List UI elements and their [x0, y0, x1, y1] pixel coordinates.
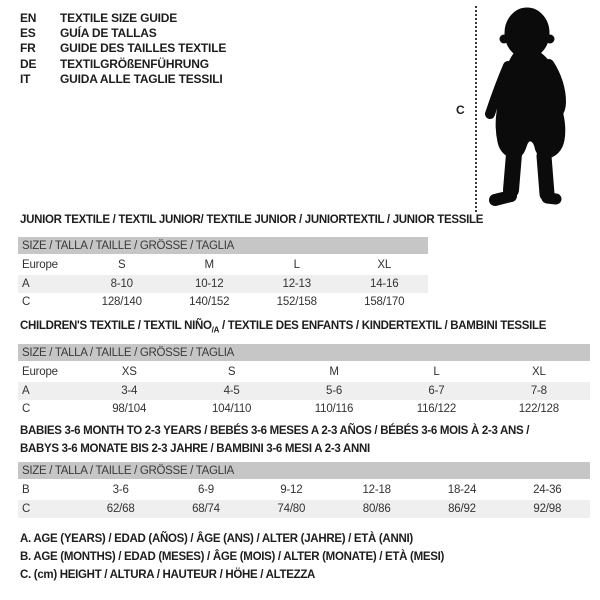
table-cell: S — [227, 366, 236, 379]
height-dotted-line — [475, 6, 477, 212]
language-title: GUÍA DE TALLAS — [60, 26, 157, 41]
table-cell: 92/98 — [533, 502, 562, 515]
legend-line-b: B. AGE (MONTHS) / EDAD (MESES) / ÂGE (MOIS) / ALTER (MONATE) / ETÀ (MESI) — [20, 551, 445, 564]
language-code: FR — [20, 41, 36, 56]
table-row — [18, 293, 428, 312]
table-cell: 62/68 — [106, 502, 135, 515]
table-cell: 74/80 — [277, 502, 306, 515]
table-cell: 9-12 — [280, 484, 303, 497]
table-row — [18, 400, 590, 419]
language-code: DE — [20, 56, 37, 71]
size-header-label: SIZE / TALLA / TAILLE / GRÖSSE / TAGLIA — [22, 346, 235, 359]
row-label: Europe — [22, 366, 58, 379]
section-title-junior: JUNIOR TEXTILE / TEXTIL JUNIOR/ TEXTILE JUNIOR / JUNIORTEXTIL / JUNIOR TESSILE — [20, 214, 484, 226]
legend — [20, 530, 444, 585]
legend-line-c: C. (cm) HEIGHT / ALTURA / HAUTEUR / HÖHE / ALTEZZA — [20, 569, 316, 582]
language-title: GUIDA ALLE TAGLIE TESSILI — [60, 71, 223, 86]
section-title-children-pre: CHILDREN'S TEXTILE / TEXTIL NIÑO — [20, 320, 212, 332]
table-cell: 7-8 — [530, 384, 547, 397]
language-code: EN — [20, 11, 37, 25]
table-row — [18, 382, 590, 401]
table-cell: 152/158 — [276, 296, 317, 309]
legend-line-a: A. AGE (YEARS) / EDAD (AÑOS) / ÂGE (ANS) / ALTER (JAHRE) / ETÀ (ANNI) — [20, 533, 413, 545]
table-cell: 128/140 — [101, 296, 142, 309]
height-label-c: C — [456, 103, 465, 117]
section-title-children-sub: /A — [211, 325, 220, 335]
table-cell: 12-13 — [282, 277, 311, 290]
language-title: GUIDE DES TAILLES TEXTILE — [60, 41, 227, 56]
table-cell: 24-36 — [533, 484, 562, 497]
table-cell: XL — [531, 366, 546, 379]
language-row — [20, 41, 226, 56]
section-title-children — [20, 317, 546, 339]
row-label: C — [22, 296, 31, 309]
baby-silhouette-icon — [481, 6, 579, 214]
table-cell: 122/128 — [518, 403, 559, 416]
table-cell: 86/92 — [448, 502, 476, 515]
language-title: TEXTILGRÖßENFÜHRUNG — [60, 56, 209, 71]
babies-size-table — [18, 462, 590, 518]
row-label: A — [22, 384, 30, 397]
table-cell: L — [293, 259, 300, 272]
language-row — [20, 57, 226, 72]
section-title-children-post: / TEXTILE DES ENFANTS / KINDERTEXTIL / BAMBINI TESSILE — [219, 320, 547, 332]
table-cell: XL — [377, 259, 392, 272]
language-list — [20, 11, 226, 87]
row-label: A — [22, 277, 30, 290]
size-header-bar — [18, 462, 590, 479]
table-cell: 5-6 — [326, 384, 343, 397]
table-cell: M — [204, 259, 214, 272]
table-cell: S — [118, 259, 126, 272]
language-row — [20, 72, 226, 87]
table-cell: 3-6 — [112, 484, 129, 497]
table-cell: L — [433, 366, 440, 379]
children-size-table — [18, 344, 590, 419]
section-title-babies-line1: BABIES 3-6 MONTH TO 2-3 YEARS / BEBÉS 3-6 MESES A 2-3 AÑOS / BÉBÉS 3-6 MOIS À 2-3 ANS / — [20, 425, 530, 437]
table-cell: 3-4 — [121, 384, 138, 397]
table-row — [18, 481, 590, 500]
table-cell: 158/170 — [364, 296, 405, 309]
language-row — [20, 26, 226, 41]
table-row — [18, 256, 428, 275]
table-cell: M — [329, 366, 339, 379]
table-cell: 14-16 — [370, 277, 399, 290]
table-cell: 4-5 — [223, 384, 240, 397]
table-cell: 116/122 — [416, 403, 457, 416]
table-row — [18, 363, 590, 382]
table-row — [18, 500, 590, 519]
table-row — [18, 275, 428, 294]
table-cell: 10-12 — [195, 277, 224, 290]
section-title-babies-line2: BABYS 3-6 MONATE BIS 2-3 JAHRE / BAMBINI 3-6 MESI A 2-3 ANNI — [20, 443, 370, 455]
size-header-bar — [18, 237, 428, 254]
table-cell: 6-7 — [428, 384, 445, 397]
table-cell: 18-24 — [447, 484, 477, 497]
size-header-label: SIZE / TALLA / TAILLE / GRÖSSE / TAGLIA — [22, 464, 235, 477]
table-cell: 140/152 — [189, 296, 230, 309]
size-header-bar — [18, 344, 590, 361]
table-cell: 68/74 — [192, 502, 220, 515]
language-row — [20, 11, 226, 26]
table-cell: 104/110 — [211, 403, 252, 416]
table-cell: XS — [121, 366, 137, 379]
language-code: IT — [20, 71, 31, 86]
junior-size-table — [18, 237, 428, 312]
row-label: C — [22, 502, 31, 515]
row-label: C — [22, 403, 31, 416]
row-label: B — [22, 484, 30, 497]
section-title-babies — [20, 422, 529, 458]
language-code: ES — [20, 26, 36, 41]
table-cell: 12-18 — [362, 484, 391, 497]
table-cell: 98/104 — [112, 403, 147, 416]
row-label: Europe — [22, 259, 58, 272]
size-header-label: SIZE / TALLA / TAILLE / GRÖSSE / TAGLIA — [22, 239, 235, 252]
table-cell: 80/86 — [362, 502, 391, 515]
language-title: TEXTILE SIZE GUIDE — [60, 11, 178, 25]
table-cell: 110/116 — [314, 403, 354, 416]
table-cell: 8-10 — [110, 277, 133, 290]
table-cell: 6-9 — [197, 484, 214, 497]
